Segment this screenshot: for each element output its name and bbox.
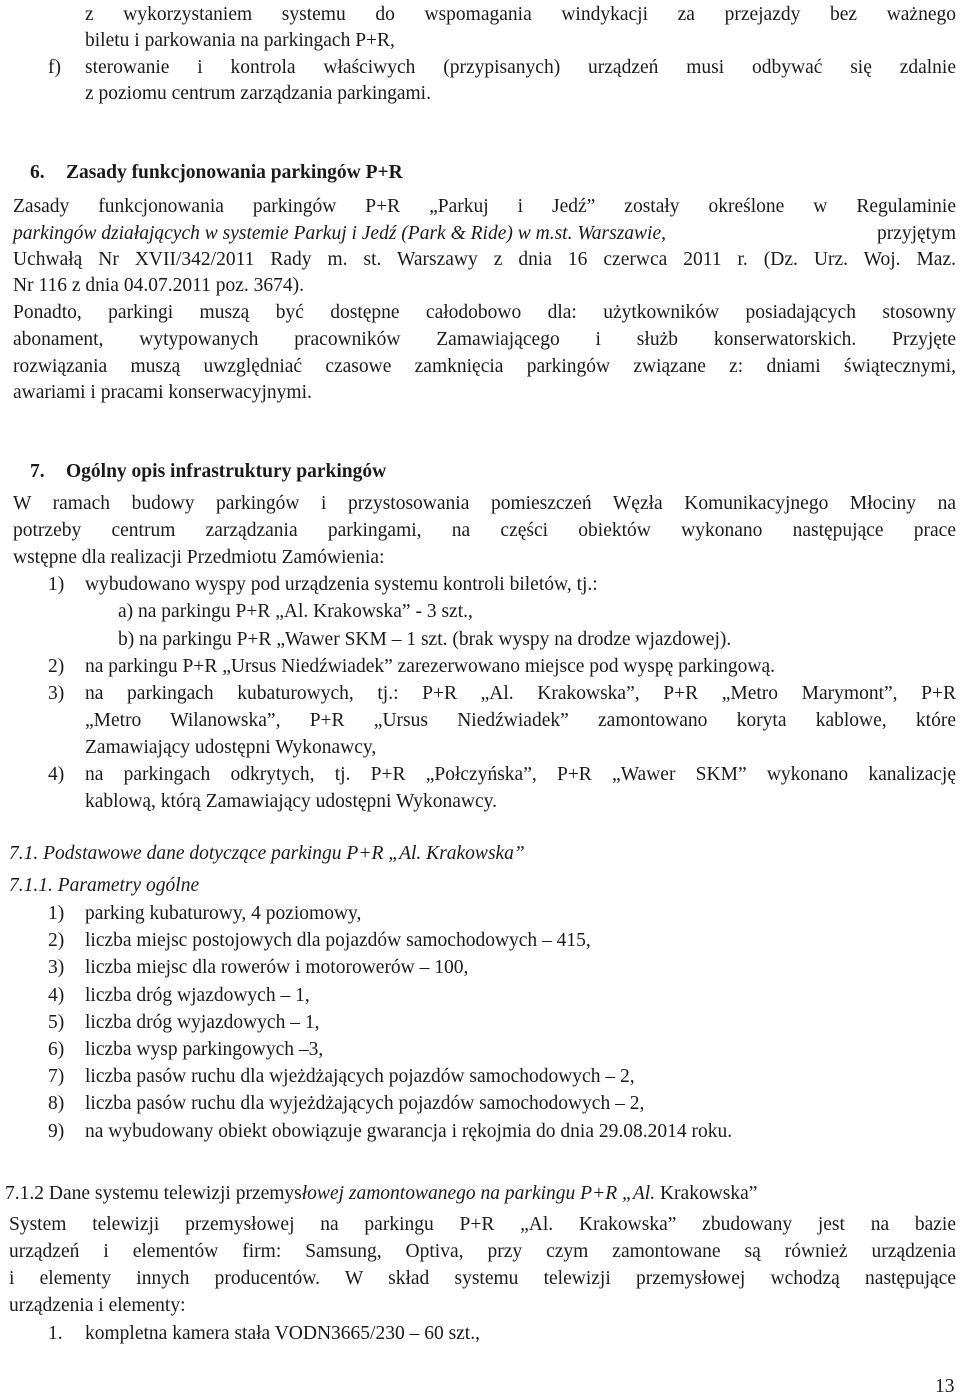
sub-list-item: a) na parkingu P+R „Al. Krakowska” - 3 szt., (118, 601, 473, 622)
parameter-item: liczba dróg wyjazdowych – 1, (85, 1011, 320, 1033)
list-number: 9) (48, 1120, 65, 1142)
list-item: sterowanie i kontrola właściwych (przypisanych) urządzeń musi odbywać się zdalnie (85, 57, 956, 78)
paragraph-line: awariami i pracami konserwacyjnymi. (13, 382, 312, 403)
intro-line: z wykorzystaniem systemu do wspomagania windykacji za przejazdy bez ważnego (85, 4, 956, 25)
paragraph-line: System telewizji przemysłowej na parkingu P+R „Al. Krakowska” zbudowany jest na bazie (9, 1214, 956, 1235)
list-number: 1) (48, 903, 65, 924)
page-number: 13 (935, 1376, 955, 1397)
paragraph-line: Zasady funkcjonowania parkingów P+R „Parkuj i Jedź” zostały określone w Regulaminie (13, 196, 956, 217)
paragraph-line: wstępne dla realizacji Przedmiotu Zamówienia: (13, 547, 385, 568)
list-item: Zamawiający udostępni Wykonawcy, (85, 737, 377, 758)
list-number: 1. (48, 1323, 63, 1344)
list-number: 8) (48, 1093, 65, 1115)
paragraph-line: Uchwałą Nr XVII/342/2011 Rady m. st. Warszawy z dnia 16 czerwca 2011 r. (Dz. Urz. Woj. Maz. (13, 249, 956, 270)
list-number: 4) (48, 764, 65, 785)
section-number: 6. (30, 162, 45, 183)
paragraph-line: urządzeń i elementów firm: Samsung, Optiva, przy czym zamontowane są również urządzenia (9, 1241, 956, 1262)
list-item: na parkingach odkrytych, tj. P+R „Połczyńska”, P+R „Wawer SKM” wykonano kanalizację (85, 764, 956, 785)
list-item: kablową, którą Zamawiający udostępni Wykonawcy. (85, 791, 497, 812)
intro-line: biletu i parkowania na parkingach P+R, (85, 30, 395, 51)
paragraph-line: Nr 116 z dnia 04.07.2011 poz. 3674). (13, 275, 305, 296)
list-number: f) (48, 57, 61, 78)
list-item: na parkingu P+R „Ursus Niedźwiadek” zarezerwowano miejsce pod wyspę parkingową. (85, 656, 776, 677)
paragraph-line: rozwiązania muszą uwzględniać czasowe zamknięcia parkingów związane z: dniami świątecznymi, (13, 356, 956, 377)
parameter-item: liczba pasów ruchu dla wyjeżdżających pojazdów samochodowych – 2, (85, 1093, 645, 1115)
list-number: 1) (48, 574, 65, 595)
parameter-item: liczba dróg wjazdowych – 1, (85, 984, 310, 1006)
section-heading: Ogólny opis infrastruktury parkingów (66, 461, 387, 482)
heading-text-italic: łowej zamontowanego na parkingu P+R „Al. (301, 1183, 656, 1204)
parameter-item: liczba miejsc postojowych dla pojazdów samochodowych – 415, (85, 930, 591, 952)
section-heading: Zasady funkcjonowania parkingów P+R (66, 162, 403, 183)
paragraph-line: Ponadto, parkingi muszą być dostępne całodobowo dla: użytkowników posiadających stosowny (13, 302, 956, 323)
sub-list-item: b) na parkingu P+R „Wawer SKM – 1 szt. (brak wyspy na drodze wjazdowej). (118, 629, 732, 650)
paragraph-line: i elementy innych producentów. W skład systemu telewizji przemysłowej wchodzą następujące (9, 1268, 956, 1289)
paragraph-line: urządzenia i elementy: (9, 1295, 186, 1316)
list-number: 7) (48, 1066, 65, 1088)
section-number: 7. (30, 461, 45, 482)
list-number: 4) (48, 984, 65, 1006)
list-number: 2) (48, 930, 65, 952)
list-item: na parkingach kubaturowych, tj.: P+R „Al. Krakowska”, P+R „Metro Marymont”, P+R (85, 683, 956, 704)
parameter-item: parking kubaturowy, 4 poziomowy, (85, 903, 362, 924)
list-item: „Metro Wilanowska”, P+R „Ursus Niedźwiadek” zamontowano koryta kablowe, które (85, 710, 956, 731)
list-item: kompletna kamera stała VODN3665/230 – 60 szt., (85, 1323, 480, 1344)
subsection-heading: 7.1. Podstawowe dane dotyczące parkingu P+R „Al. Krakowska” (9, 843, 525, 864)
parameter-item: liczba pasów ruchu dla wjeżdżających pojazdów samochodowych – 2, (85, 1066, 635, 1088)
paragraph-line (13, 221, 956, 247)
paragraph-text: przyjętym (876, 223, 956, 244)
heading-text: Krakowska” (655, 1183, 758, 1204)
parameter-item: liczba miejsc dla rowerów i motorowerów – 100, (85, 957, 469, 979)
paragraph-line: W ramach budowy parkingów i przystosowania pomieszczeń Węzła Komunikacyjnego Młociny na (13, 493, 956, 514)
subsubsection-heading (5, 1181, 757, 1207)
list-number: 5) (48, 1011, 65, 1033)
list-number: 3) (48, 957, 65, 979)
list-item: z poziomu centrum zarządzania parkingami. (85, 83, 431, 104)
heading-text: 7.1.2 Dane systemu telewizji przemys (5, 1183, 302, 1204)
list-number: 6) (48, 1039, 65, 1060)
list-number: 3) (48, 683, 65, 704)
paragraph-line: abonament, wytypowanych pracowników Zamawiającego i służb konserwatorskich. Przyjęte (13, 329, 956, 350)
parameter-item: liczba wysp parkingowych –3, (85, 1039, 324, 1060)
paragraph-line: potrzeby centrum zarządzania parkingami, na części obiektów wykonano następujące prace (13, 520, 956, 541)
parameter-item: na wybudowany obiekt obowiązuje gwarancja i rękojmia do dnia 29.08.2014 roku. (85, 1120, 733, 1142)
regulation-title: parkingów działających w systemie Parkuj i Jedź (Park & Ride) w m.st. Warszawie, (13, 223, 666, 244)
list-number: 2) (48, 656, 65, 677)
list-item: wybudowano wyspy pod urządzenia systemu kontroli biletów, tj.: (85, 574, 598, 595)
subsubsection-heading: 7.1.1. Parametry ogólne (9, 875, 200, 896)
